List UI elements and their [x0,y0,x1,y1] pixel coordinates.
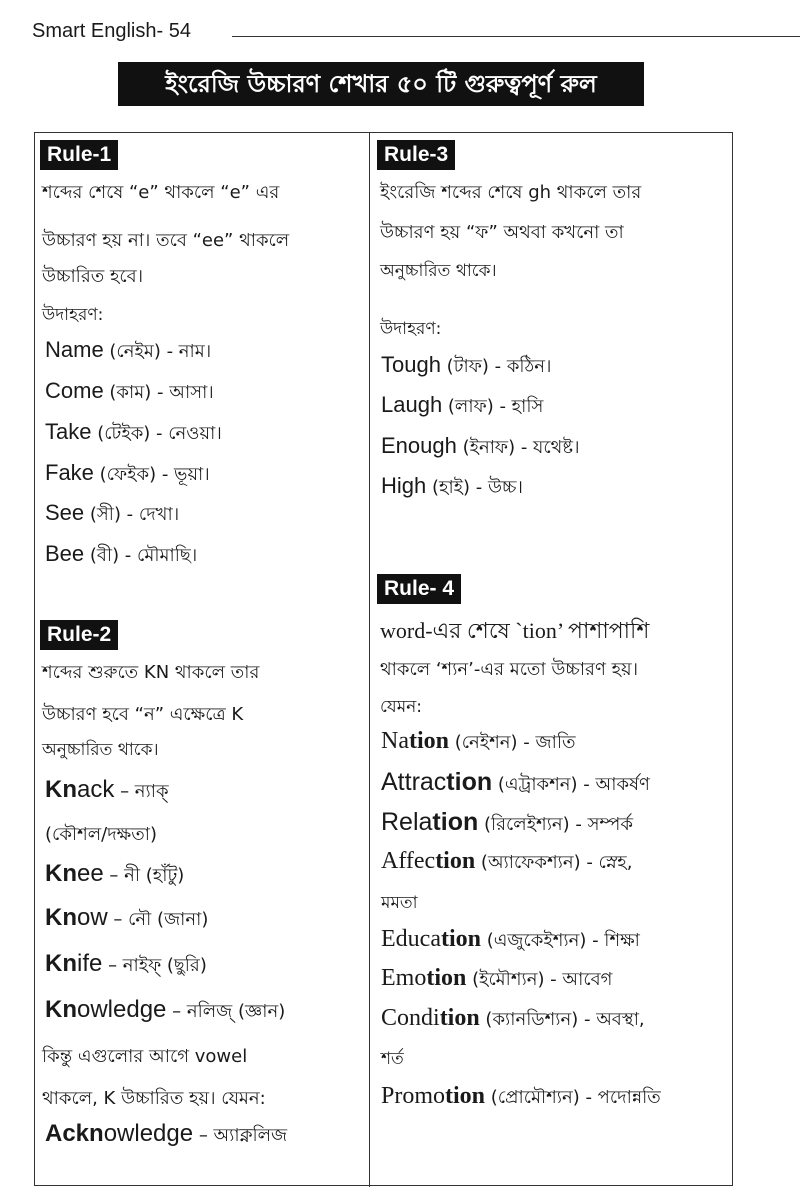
example-word: owledge [77,996,167,1023]
example-suffix-bold: tion [435,848,476,874]
page-title: ইংরেজি উচ্চারণ শেখার ৫০ টি গুরুত্বপূর্ণ রুল [118,62,644,106]
example-word: See [45,500,85,525]
rule1-example [45,337,211,368]
example-word: ow [77,904,108,931]
example-meaning: – নলিজ্ (জ্ঞান) [166,1001,286,1022]
example-suffix-bold: tion [446,768,493,796]
rule4-heading: Rule- 4 [377,574,461,604]
header-rule-line [232,36,800,37]
example-word: Na [381,728,409,754]
example-meaning: – অ্যাক্নলিজ [193,1125,288,1146]
rule4-example [381,1005,645,1036]
rule3-example [381,392,543,423]
example-word-bold: Kn [45,776,77,803]
rule4-example-continued: শর্ত [381,1049,404,1069]
example-meaning: (রিলেইশ্যন) - সম্পর্ক [478,814,633,835]
rule2-example [45,950,207,982]
example-suffix-bold: tion [440,926,481,952]
rule1-example [45,541,197,572]
example-meaning: (লাফ) - হাসি [442,396,544,417]
rule1-example-label: উদাহরণ: [42,305,104,325]
example-word: Enough [381,433,457,458]
rule4-example-continued: মমতা [381,893,418,913]
rule1-example [45,378,214,409]
rule4-example [381,1083,661,1114]
example-word: Emo [381,965,427,991]
example-meaning: (সী) - দেখা। [84,504,180,525]
example-word-bold: Kn [45,996,77,1023]
example-meaning: (হাই) - উচ্চ। [426,477,523,498]
rule4-line: word-এর শেষে `tion’ পাশাপাশি [380,618,650,643]
rule2-example-continued: (কৌশল/দক্ষতা) [45,824,157,845]
example-meaning: (টেইক) - নেওয়া। [91,423,222,444]
rule2-line: অনুচ্চারিত থাকে। [42,740,159,760]
example-word: Take [45,419,92,444]
example-meaning: – নী (হাঁটু) [103,865,185,886]
rule4-example [381,728,576,759]
rule2-line: উচ্চারণ হবে “ন” এক্ষেত্রে K [42,704,244,725]
example-word: Laugh [381,392,443,417]
rule3-example [381,433,580,464]
rule2-example [45,996,285,1028]
example-suffix-bold: tion [426,965,467,991]
example-word: Bee [45,541,85,566]
example-suffix-bold: tion [445,1083,486,1109]
rule4-example [381,848,632,879]
example-word: Rela [381,808,433,836]
rule2-example [45,776,169,808]
example-meaning: – ন্যাক্ [114,781,169,802]
example-word-bold: Kn [45,860,77,887]
rule3-example [381,352,551,383]
example-meaning: (টাফ) - কঠিন। [440,356,552,377]
rule2-heading: Rule-2 [40,620,118,650]
rule3-line: অনুচ্চারিত থাকে। [380,261,497,281]
example-word: Condi [381,1005,440,1031]
example-word: Promo [381,1083,446,1109]
rule1-heading: Rule-1 [40,140,118,170]
rule4-example [381,926,640,957]
rule4-example [381,965,612,996]
rule1-line: উচ্চারিত হবে। [42,266,144,287]
example-word: Come [45,378,104,403]
page-header: Smart English- 54 [32,20,191,42]
rule2-note: কিন্তু এগুলোর আগে vowel [42,1046,248,1067]
rule3-heading: Rule-3 [377,140,455,170]
example-meaning: (ইনাফ) - যথেষ্ট। [456,437,580,458]
rule1-example [45,419,222,450]
example-meaning: (এজুকেইশ্যন) - শিক্ষা [480,930,640,951]
rule4-example [381,768,650,801]
rule2-line: শব্দের শুরুতে KN থাকলে তার [42,662,260,683]
rule1-example [45,460,210,491]
example-meaning: (কাম) - আসা। [103,382,214,403]
example-meaning: (অ্যাফেকশ্যন) - স্নেহ, [475,852,633,873]
rule3-line: উচ্চারণ হয় “ফ” অথবা কখনো তা [380,222,624,243]
example-meaning: (ক্যানডিশ্যন) - অবস্থা, [479,1009,645,1030]
example-meaning: (এট্রাকশন) - আকর্ষণ [492,774,650,795]
example-suffix-bold: tion [408,728,449,754]
rule1-line: উচ্চারণ হয় না। তবে “ee” থাকলে [42,230,290,251]
example-meaning: – নৌ (জানা) [107,909,209,930]
example-meaning: (নেইশন) - জাতি [449,732,576,753]
example-meaning: (নেইম) - নাম। [103,341,212,362]
example-word: Tough [381,352,441,377]
rule4-example [381,808,633,841]
example-word: ee [77,860,104,887]
column-divider [369,132,370,1187]
example-word: Name [45,337,104,362]
rule3-example-label: উদাহরণ: [380,319,442,339]
example-word: ack [77,776,115,803]
example-word: Educa [381,926,441,952]
rule3-line: ইংরেজি শব্দের শেষে gh থাকলে তার [380,182,642,203]
rule4-line: থাকলে ‘শ্যন’-এর মতো উচ্চারণ হয়। [380,659,639,680]
rule2-example [45,860,184,892]
example-word: owledge [103,1120,194,1147]
rule3-example [381,473,523,504]
example-meaning: (বী) - মৌমাছি। [84,545,198,566]
example-word: ife [77,950,103,977]
example-meaning: (প্রোমৌশ্যন) - পদোন্নতি [485,1087,661,1108]
rule1-line: শব্দের শেষে “e” থাকলে “e” এর [42,182,280,203]
example-word-bold: Kn [45,950,77,977]
example-word: Attrac [381,768,447,796]
example-suffix-bold: tion [432,808,479,836]
example-suffix-bold: tion [439,1005,480,1031]
example-meaning: (ফেইক) - ভূয়া। [93,464,210,485]
example-meaning: (ইমৌশ্যন) - আবেগ [466,969,613,990]
example-word-bold: Kn [45,904,77,931]
example-word: High [381,473,427,498]
rule2-example [45,904,208,936]
example-meaning: – নাইফ্ (ছুরি) [102,955,207,976]
example-word: Fake [45,460,94,485]
example-word-bold: Ackn [45,1120,104,1147]
example-word: Affec [381,848,436,874]
rule2-note: থাকলে, K উচ্চারিত হয়। যেমন: [42,1088,266,1109]
rule4-line: যেমন: [380,697,423,717]
rule2-example [45,1120,287,1152]
rule1-example [45,500,179,531]
